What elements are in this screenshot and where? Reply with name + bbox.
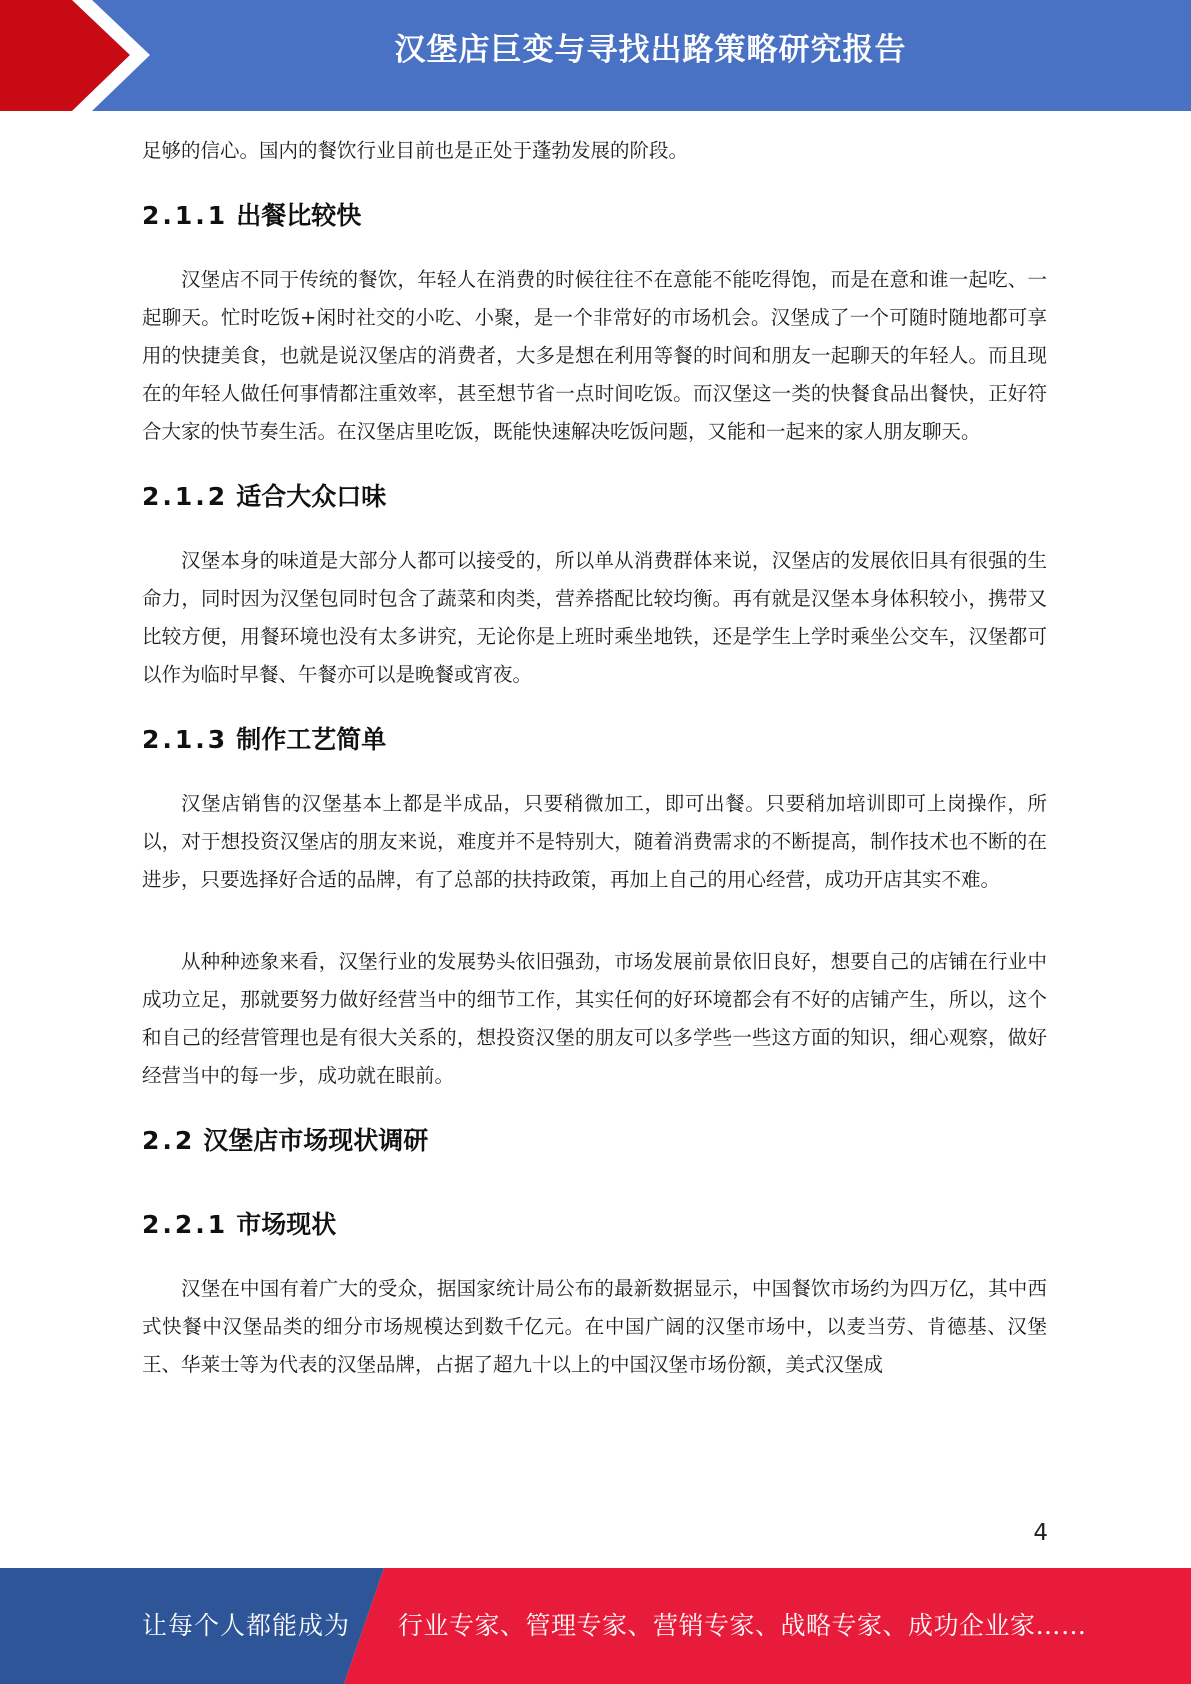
section-heading-2-1-3 [142,723,1047,757]
section-number: 2.2 [142,1126,196,1155]
section-heading-2-2 [142,1124,1047,1158]
paragraph: 汉堡本身的味道是大部分人都可以接受的，所以单从消费群体来说，汉堡店的发展依旧具有很强的生命力，同时因为汉堡包同时包含了蔬菜和肉类，营养搭配比较均衡。再有就是汉堡本身体积较小，携带又比较方便，用餐环境也没有太多讲究，无论你是上班时乘坐地铁，还是学生上学时乘坐公交车，汉堡都可以作为临时早餐、午餐亦可以是晚餐或宵夜。 [142,549,1047,686]
paragraph: 汉堡店销售的汉堡基本上都是半成品，只要稍微加工，即可出餐。只要稍加培训即可上岗操作，所以，对于想投资汉堡店的朋友来说，难度并不是特别大，随着消费需求的不断提高，制作技术也不断的在进步，只要选择好合适的品牌，有了总部的扶持政策，再加上自己的用心经营，成功开店其实不难。 [142,792,1047,891]
section-title: 汉堡店市场现状调研 [203,1126,429,1155]
header-arrow-decoration [0,0,160,111]
section-heading-2-2-1 [142,1208,1047,1242]
paragraph: 从种种迹象来看，汉堡行业的发展势头依旧强劲，市场发展前景依旧良好，想要自己的店铺在行业中成功立足，那就要努力做好经营当中的细节工作，其实任何的好环境都会有不好的店铺产生，所以，这个和自己的经营管理也是有很大关系的，想投资汉堡的朋友可以多学些一些这方面的知识，细心观察，做好经营当中的每一步，成功就在眼前。 [142,950,1047,1087]
section-heading-2-1-2 [142,480,1047,514]
section-number: 2.1.3 [142,725,229,754]
section-heading-2-1-1 [142,199,1047,233]
page-header-band [0,0,1191,111]
paragraph: 汉堡在中国有着广大的受众，据国家统计局公布的最新数据显示，中国餐饮市场约为四万亿，其中西式快餐中汉堡品类的细分市场规模达到数千亿元。在中国广阔的汉堡市场中，以麦当劳、肯德基、汉堡王、华莱士等为代表的汉堡品牌，占据了超九十以上的中国汉堡市场份额，美式汉堡成 [142,1277,1047,1376]
section-number: 2.1.1 [142,201,229,230]
footer-slogan-left: 让每个人都能成为 [142,1611,351,1640]
footer-slogan-right: 行业专家、管理专家、营销专家、战略专家、成功企业家…… [398,1611,1087,1640]
section-number: 2.1.2 [142,482,229,511]
section-title: 制作工艺简单 [236,725,387,754]
page-number: 4 [1033,1520,1048,1546]
section-title: 适合大众口味 [236,482,387,511]
section-title: 市场现状 [236,1210,337,1239]
section-number: 2.2.1 [142,1210,229,1239]
document-title: 汉堡店巨变与寻找出路策略研究报告 [394,32,907,68]
paragraph: 汉堡店不同于传统的餐饮，年轻人在消费的时候往往不在意能不能吃得饱，而是在意和谁一起吃、一起聊天。忙时吃饭+闲时社交的小吃、小聚，是一个非常好的市场机会。汉堡成了一个可随时随地都可享用的快捷美食，也就是说汉堡店的消费者，大多是想在利用等餐的时间和朋友一起聊天的年轻人。而且现在的年轻人做任何事情都注重效率，甚至想节省一点时间吃饭。而汉堡这一类的快餐食品出餐快，正好符合大家的快节奏生活。在汉堡店里吃饭，既能快速解决吃饭问题，又能和一起来的家人朋友聊天。 [142,268,1047,443]
section-title: 出餐比较快 [236,201,362,230]
intro-paragraph: 足够的信心。国内的餐饮行业目前也是正处于蓬勃发展的阶段。 [142,139,689,162]
page-body [142,132,1047,1384]
page-footer-band [0,1568,1191,1684]
